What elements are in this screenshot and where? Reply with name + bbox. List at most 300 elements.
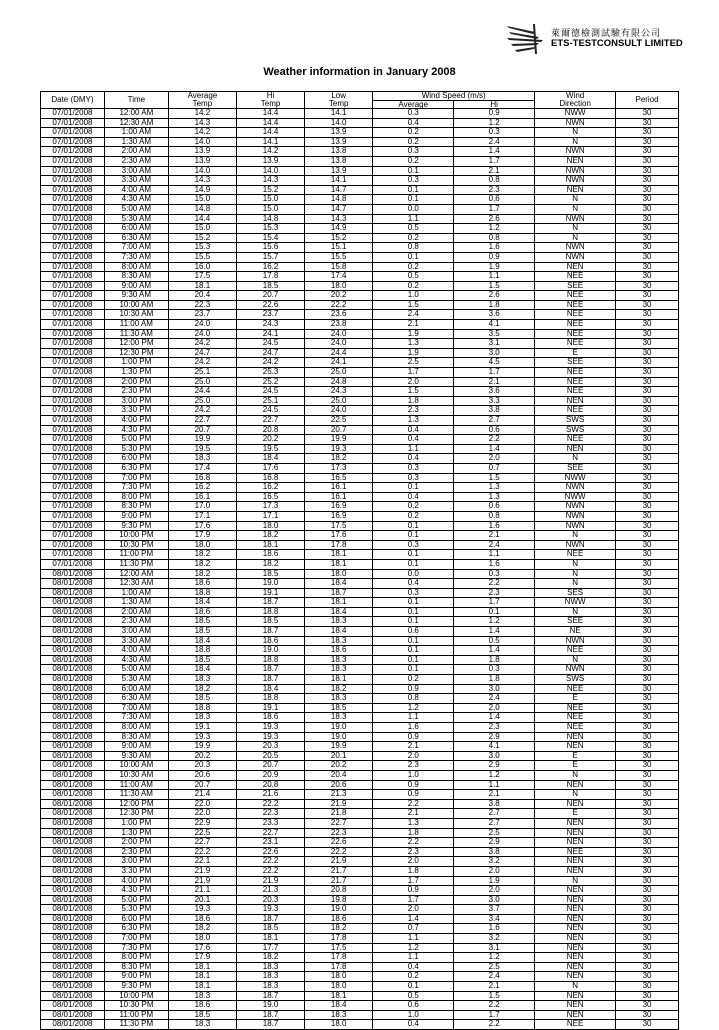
wind-direction-cell: NEE <box>535 435 616 445</box>
avg-temp-cell: 15.2 <box>168 233 236 243</box>
period-cell: 30 <box>616 627 679 637</box>
date-cell: 07/01/2008 <box>41 128 105 138</box>
table-row <box>41 579 679 589</box>
hi-temp-cell: 15.0 <box>236 195 304 205</box>
table-row <box>41 655 679 665</box>
period-cell: 30 <box>616 128 679 138</box>
low-temp-cell: 18.2 <box>305 924 373 934</box>
period-cell: 30 <box>616 569 679 579</box>
wind-avg-cell: 2.2 <box>373 799 454 809</box>
wind-avg-cell: 0.8 <box>373 694 454 704</box>
table-row <box>41 272 679 282</box>
wind-avg-cell: 0.1 <box>373 617 454 627</box>
avg-temp-cell: 25.0 <box>168 396 236 406</box>
avg-temp-cell: 18.1 <box>168 962 236 972</box>
wind-hi-cell: 0.8 <box>454 176 535 186</box>
hi-temp-cell: 17.3 <box>236 502 304 512</box>
wind-avg-cell: 0.1 <box>373 559 454 569</box>
hi-temp-cell: 18.2 <box>236 559 304 569</box>
time-cell: 11:00 AM <box>104 320 168 330</box>
date-cell: 07/01/2008 <box>41 368 105 378</box>
wind-hi-cell: 2.1 <box>454 982 535 992</box>
hi-temp-cell: 21.9 <box>236 876 304 886</box>
time-cell: 3:00 PM <box>104 857 168 867</box>
hi-temp-cell: 14.0 <box>236 166 304 176</box>
period-cell: 30 <box>616 454 679 464</box>
wind-hi-cell: 1.6 <box>454 243 535 253</box>
time-cell: 12:00 AM <box>104 109 168 119</box>
avg-temp-cell: 22.9 <box>168 818 236 828</box>
date-cell: 07/01/2008 <box>41 214 105 224</box>
time-cell: 5:00 AM <box>104 204 168 214</box>
avg-temp-cell: 20.3 <box>168 761 236 771</box>
low-temp-cell: 20.4 <box>305 770 373 780</box>
wind-hi-cell: 4.5 <box>454 358 535 368</box>
date-cell: 08/01/2008 <box>41 914 105 924</box>
wind-hi-cell: 2.9 <box>454 838 535 848</box>
date-cell: 07/01/2008 <box>41 416 105 426</box>
table-row <box>41 377 679 387</box>
wind-avg-cell: 0.2 <box>373 675 454 685</box>
hi-temp-cell: 16.8 <box>236 473 304 483</box>
hi-temp-cell: 18.7 <box>236 665 304 675</box>
low-temp-cell: 19.9 <box>305 435 373 445</box>
hi-temp-cell: 18.5 <box>236 924 304 934</box>
hi-temp-cell: 22.2 <box>236 857 304 867</box>
wind-hi-cell: 0.3 <box>454 128 535 138</box>
low-temp-cell: 24.8 <box>305 377 373 387</box>
low-temp-cell: 14.9 <box>305 224 373 234</box>
wind-avg-cell: 0.4 <box>373 118 454 128</box>
low-temp-cell: 17.4 <box>305 272 373 282</box>
low-temp-cell: 22.2 <box>305 847 373 857</box>
wind-hi-cell: 3.1 <box>454 943 535 953</box>
time-cell: 4:30 PM <box>104 425 168 435</box>
date-cell: 07/01/2008 <box>41 195 105 205</box>
date-cell: 08/01/2008 <box>41 895 105 905</box>
hi-temp-cell: 18.7 <box>236 627 304 637</box>
time-cell: 8:00 AM <box>104 723 168 733</box>
date-cell: 07/01/2008 <box>41 224 105 234</box>
wind-direction-cell: N <box>535 655 616 665</box>
wind-direction-cell: NEE <box>535 406 616 416</box>
avg-temp-cell: 24.0 <box>168 320 236 330</box>
wind-avg-cell: 0.2 <box>373 128 454 138</box>
time-cell: 12:00 PM <box>104 339 168 349</box>
low-temp-cell: 14.7 <box>305 185 373 195</box>
low-temp-cell: 22.7 <box>305 818 373 828</box>
hi-temp-cell: 17.7 <box>236 943 304 953</box>
wind-avg-cell: 0.5 <box>373 224 454 234</box>
period-cell: 30 <box>616 924 679 934</box>
low-temp-cell: 14.1 <box>305 109 373 119</box>
avg-temp-cell: 18.5 <box>168 627 236 637</box>
low-temp-cell: 25.0 <box>305 368 373 378</box>
period-cell: 30 <box>616 521 679 531</box>
avg-temp-cell: 15.0 <box>168 224 236 234</box>
wind-direction-cell: E <box>535 809 616 819</box>
avg-temp-cell: 19.9 <box>168 742 236 752</box>
wind-avg-cell: 2.1 <box>373 742 454 752</box>
date-cell: 08/01/2008 <box>41 665 105 675</box>
hi-temp-cell: 20.9 <box>236 770 304 780</box>
wind-avg-cell: 0.9 <box>373 790 454 800</box>
date-cell: 07/01/2008 <box>41 291 105 301</box>
wind-direction-cell: NE <box>535 627 616 637</box>
period-cell: 30 <box>616 377 679 387</box>
hi-temp-cell: 19.3 <box>236 732 304 742</box>
wind-direction-cell: NEN <box>535 943 616 953</box>
wind-avg-cell: 1.9 <box>373 329 454 339</box>
table-row <box>41 607 679 617</box>
hi-temp-cell: 18.7 <box>236 914 304 924</box>
hi-temp-cell: 22.7 <box>236 416 304 426</box>
wind-avg-cell: 1.2 <box>373 943 454 953</box>
wind-avg-cell: 0.1 <box>373 185 454 195</box>
date-cell: 08/01/2008 <box>41 838 105 848</box>
wind-hi-cell: 2.4 <box>454 694 535 704</box>
wind-direction-cell: N <box>535 790 616 800</box>
hi-temp-cell: 14.3 <box>236 176 304 186</box>
avg-temp-cell: 18.8 <box>168 646 236 656</box>
period-cell: 30 <box>616 511 679 521</box>
table-row <box>41 176 679 186</box>
hi-temp-cell: 25.3 <box>236 368 304 378</box>
date-cell: 07/01/2008 <box>41 233 105 243</box>
wind-hi-cell: 0.5 <box>454 636 535 646</box>
wind-direction-cell: NEN <box>535 905 616 915</box>
hi-temp-cell: 18.2 <box>236 953 304 963</box>
low-temp-cell: 22.3 <box>305 828 373 838</box>
period-cell: 30 <box>616 809 679 819</box>
wind-avg-cell: 1.5 <box>373 300 454 310</box>
wind-avg-cell: 2.1 <box>373 809 454 819</box>
wind-direction-cell: NEN <box>535 924 616 934</box>
date-cell: 07/01/2008 <box>41 473 105 483</box>
table-row <box>41 531 679 541</box>
time-cell: 6:30 PM <box>104 463 168 473</box>
avg-temp-cell: 20.7 <box>168 780 236 790</box>
header-hi-temp-top: Hi <box>236 92 304 101</box>
table-row <box>41 675 679 685</box>
time-cell: 2:00 AM <box>104 147 168 157</box>
date-cell: 07/01/2008 <box>41 550 105 560</box>
table-row <box>41 214 679 224</box>
time-cell: 4:00 AM <box>104 185 168 195</box>
date-cell: 08/01/2008 <box>41 924 105 934</box>
time-cell: 10:30 AM <box>104 310 168 320</box>
date-cell: 07/01/2008 <box>41 435 105 445</box>
low-temp-cell: 18.1 <box>305 675 373 685</box>
avg-temp-cell: 14.3 <box>168 176 236 186</box>
time-cell: 8:00 PM <box>104 953 168 963</box>
time-cell: 6:00 PM <box>104 454 168 464</box>
time-cell: 10:00 PM <box>104 991 168 1001</box>
date-cell: 07/01/2008 <box>41 425 105 435</box>
avg-temp-cell: 20.6 <box>168 770 236 780</box>
weather-table-body <box>41 109 679 1030</box>
table-row <box>41 742 679 752</box>
period-cell: 30 <box>616 396 679 406</box>
table-row <box>41 1001 679 1011</box>
date-cell: 07/01/2008 <box>41 454 105 464</box>
avg-temp-cell: 17.5 <box>168 272 236 282</box>
wind-direction-cell: NEN <box>535 185 616 195</box>
hi-temp-cell: 18.7 <box>236 1020 304 1030</box>
wind-avg-cell: 0.1 <box>373 483 454 493</box>
time-cell: 12:30 AM <box>104 118 168 128</box>
hi-temp-cell: 20.8 <box>236 780 304 790</box>
wind-avg-cell: 0.1 <box>373 636 454 646</box>
wind-hi-cell: 3.8 <box>454 847 535 857</box>
wind-avg-cell: 1.1 <box>373 934 454 944</box>
wind-hi-cell: 1.1 <box>454 780 535 790</box>
wind-avg-cell: 1.9 <box>373 348 454 358</box>
low-temp-cell: 24.1 <box>305 358 373 368</box>
period-cell: 30 <box>616 531 679 541</box>
period-cell: 30 <box>616 300 679 310</box>
hi-temp-cell: 24.2 <box>236 358 304 368</box>
hi-temp-cell: 18.1 <box>236 540 304 550</box>
wind-hi-cell: 2.5 <box>454 828 535 838</box>
wind-hi-cell: 2.6 <box>454 214 535 224</box>
period-cell: 30 <box>616 713 679 723</box>
avg-temp-cell: 14.4 <box>168 214 236 224</box>
wind-hi-cell: 0.3 <box>454 569 535 579</box>
period-cell: 30 <box>616 895 679 905</box>
time-cell: 9:00 AM <box>104 742 168 752</box>
period-cell: 30 <box>616 214 679 224</box>
wind-direction-cell: E <box>535 761 616 771</box>
avg-temp-cell: 14.0 <box>168 137 236 147</box>
date-cell: 08/01/2008 <box>41 636 105 646</box>
low-temp-cell: 24.0 <box>305 329 373 339</box>
hi-temp-cell: 18.8 <box>236 655 304 665</box>
wind-hi-cell: 1.2 <box>454 953 535 963</box>
date-cell: 08/01/2008 <box>41 847 105 857</box>
wind-direction-cell: NEN <box>535 895 616 905</box>
wind-direction-cell: NEN <box>535 857 616 867</box>
time-cell: 11:00 PM <box>104 550 168 560</box>
date-cell: 08/01/2008 <box>41 780 105 790</box>
hi-temp-cell: 19.1 <box>236 588 304 598</box>
hi-temp-cell: 19.5 <box>236 444 304 454</box>
date-cell: 07/01/2008 <box>41 358 105 368</box>
time-cell: 1:00 PM <box>104 358 168 368</box>
date-cell: 07/01/2008 <box>41 320 105 330</box>
wind-avg-cell: 0.4 <box>373 1020 454 1030</box>
period-cell: 30 <box>616 1001 679 1011</box>
period-cell: 30 <box>616 886 679 896</box>
period-cell: 30 <box>616 252 679 262</box>
wind-avg-cell: 1.1 <box>373 444 454 454</box>
wind-direction-cell: NEE <box>535 329 616 339</box>
time-cell: 1:00 AM <box>104 128 168 138</box>
period-cell: 30 <box>616 118 679 128</box>
low-temp-cell: 15.8 <box>305 262 373 272</box>
time-cell: 12:00 PM <box>104 799 168 809</box>
table-row <box>41 857 679 867</box>
date-cell: 08/01/2008 <box>41 617 105 627</box>
date-cell: 07/01/2008 <box>41 348 105 358</box>
table-row <box>41 866 679 876</box>
period-cell: 30 <box>616 742 679 752</box>
avg-temp-cell: 14.2 <box>168 128 236 138</box>
date-cell: 08/01/2008 <box>41 1001 105 1011</box>
wind-avg-cell: 1.5 <box>373 387 454 397</box>
period-cell: 30 <box>616 368 679 378</box>
period-cell: 30 <box>616 463 679 473</box>
table-row <box>41 310 679 320</box>
header-period: Period <box>616 92 679 109</box>
table-row <box>41 761 679 771</box>
date-cell: 08/01/2008 <box>41 857 105 867</box>
time-cell: 12:30 PM <box>104 348 168 358</box>
table-row <box>41 588 679 598</box>
low-temp-cell: 18.3 <box>305 694 373 704</box>
period-cell: 30 <box>616 147 679 157</box>
wind-direction-cell: NEE <box>535 368 616 378</box>
low-temp-cell: 18.0 <box>305 1020 373 1030</box>
header-low-temp-top: Low <box>305 92 373 101</box>
wind-hi-cell: 2.9 <box>454 732 535 742</box>
period-cell: 30 <box>616 358 679 368</box>
table-row <box>41 348 679 358</box>
wind-direction-cell: NEE <box>535 703 616 713</box>
wind-direction-cell: NEE <box>535 387 616 397</box>
wind-hi-cell: 3.1 <box>454 339 535 349</box>
date-cell: 08/01/2008 <box>41 905 105 915</box>
date-cell: 07/01/2008 <box>41 463 105 473</box>
low-temp-cell: 24.0 <box>305 339 373 349</box>
wind-avg-cell: 0.4 <box>373 435 454 445</box>
time-cell: 1:30 PM <box>104 368 168 378</box>
wind-direction-cell: NEN <box>535 742 616 752</box>
period-cell: 30 <box>616 866 679 876</box>
table-row <box>41 329 679 339</box>
table-row <box>41 444 679 454</box>
wind-direction-cell: NEN <box>535 818 616 828</box>
wind-avg-cell: 1.6 <box>373 723 454 733</box>
avg-temp-cell: 21.4 <box>168 790 236 800</box>
wind-hi-cell: 1.2 <box>454 224 535 234</box>
avg-temp-cell: 22.2 <box>168 847 236 857</box>
date-cell: 07/01/2008 <box>41 377 105 387</box>
low-temp-cell: 17.6 <box>305 531 373 541</box>
wind-direction-cell: N <box>535 531 616 541</box>
wind-hi-cell: 1.8 <box>454 655 535 665</box>
wind-avg-cell: 2.0 <box>373 857 454 867</box>
wind-avg-cell: 0.0 <box>373 204 454 214</box>
avg-temp-cell: 24.0 <box>168 329 236 339</box>
wind-avg-cell: 0.1 <box>373 607 454 617</box>
time-cell: 8:00 PM <box>104 492 168 502</box>
time-cell: 5:00 PM <box>104 895 168 905</box>
hi-temp-cell: 16.2 <box>236 262 304 272</box>
date-cell: 08/01/2008 <box>41 703 105 713</box>
wind-avg-cell: 2.3 <box>373 847 454 857</box>
time-cell: 5:30 PM <box>104 905 168 915</box>
hi-temp-cell: 20.3 <box>236 895 304 905</box>
wind-avg-cell: 2.0 <box>373 377 454 387</box>
table-row <box>41 723 679 733</box>
wind-direction-cell: NEE <box>535 847 616 857</box>
time-cell: 11:30 AM <box>104 329 168 339</box>
avg-temp-cell: 24.2 <box>168 358 236 368</box>
period-cell: 30 <box>616 444 679 454</box>
wind-direction-cell: N <box>535 770 616 780</box>
wind-direction-cell: SWS <box>535 425 616 435</box>
wind-avg-cell: 1.8 <box>373 828 454 838</box>
period-cell: 30 <box>616 291 679 301</box>
hi-temp-cell: 14.1 <box>236 137 304 147</box>
table-row <box>41 943 679 953</box>
period-cell: 30 <box>616 684 679 694</box>
time-cell: 12:00 AM <box>104 569 168 579</box>
low-temp-cell: 18.4 <box>305 607 373 617</box>
wind-hi-cell: 4.1 <box>454 742 535 752</box>
wind-avg-cell: 0.1 <box>373 195 454 205</box>
table-row <box>41 166 679 176</box>
table-row <box>41 109 679 119</box>
avg-temp-cell: 18.6 <box>168 914 236 924</box>
hi-temp-cell: 18.4 <box>236 454 304 464</box>
date-cell: 07/01/2008 <box>41 262 105 272</box>
time-cell: 11:00 AM <box>104 780 168 790</box>
low-temp-cell: 21.7 <box>305 876 373 886</box>
low-temp-cell: 19.0 <box>305 905 373 915</box>
wind-avg-cell: 0.2 <box>373 281 454 291</box>
wind-direction-cell: NEN <box>535 396 616 406</box>
avg-temp-cell: 15.5 <box>168 252 236 262</box>
table-row <box>41 886 679 896</box>
low-temp-cell: 20.7 <box>305 425 373 435</box>
avg-temp-cell: 18.0 <box>168 540 236 550</box>
avg-temp-cell: 17.6 <box>168 521 236 531</box>
wind-hi-cell: 0.8 <box>454 233 535 243</box>
logo-chinese-text: 萊爾德檢測試驗有限公司 <box>551 28 662 38</box>
time-cell: 9:00 PM <box>104 511 168 521</box>
low-temp-cell: 18.3 <box>305 665 373 675</box>
time-cell: 1:00 AM <box>104 588 168 598</box>
time-cell: 7:30 PM <box>104 943 168 953</box>
time-cell: 8:30 AM <box>104 732 168 742</box>
avg-temp-cell: 18.2 <box>168 550 236 560</box>
wind-direction-cell: NWN <box>535 521 616 531</box>
hi-temp-cell: 24.5 <box>236 387 304 397</box>
wind-direction-cell: NEN <box>535 962 616 972</box>
wind-hi-cell: 3.6 <box>454 310 535 320</box>
date-cell: 08/01/2008 <box>41 828 105 838</box>
period-cell: 30 <box>616 828 679 838</box>
low-temp-cell: 14.7 <box>305 204 373 214</box>
date-cell: 07/01/2008 <box>41 492 105 502</box>
table-row <box>41 972 679 982</box>
date-cell: 07/01/2008 <box>41 147 105 157</box>
table-row <box>41 627 679 637</box>
table-row <box>41 416 679 426</box>
low-temp-cell: 15.2 <box>305 233 373 243</box>
low-temp-cell: 18.2 <box>305 684 373 694</box>
wind-avg-cell: 1.8 <box>373 396 454 406</box>
date-cell: 08/01/2008 <box>41 598 105 608</box>
time-cell: 2:30 AM <box>104 156 168 166</box>
wind-avg-cell: 0.1 <box>373 252 454 262</box>
low-temp-cell: 18.3 <box>305 636 373 646</box>
time-cell: 10:30 PM <box>104 540 168 550</box>
date-cell: 07/01/2008 <box>41 396 105 406</box>
time-cell: 12:30 PM <box>104 809 168 819</box>
